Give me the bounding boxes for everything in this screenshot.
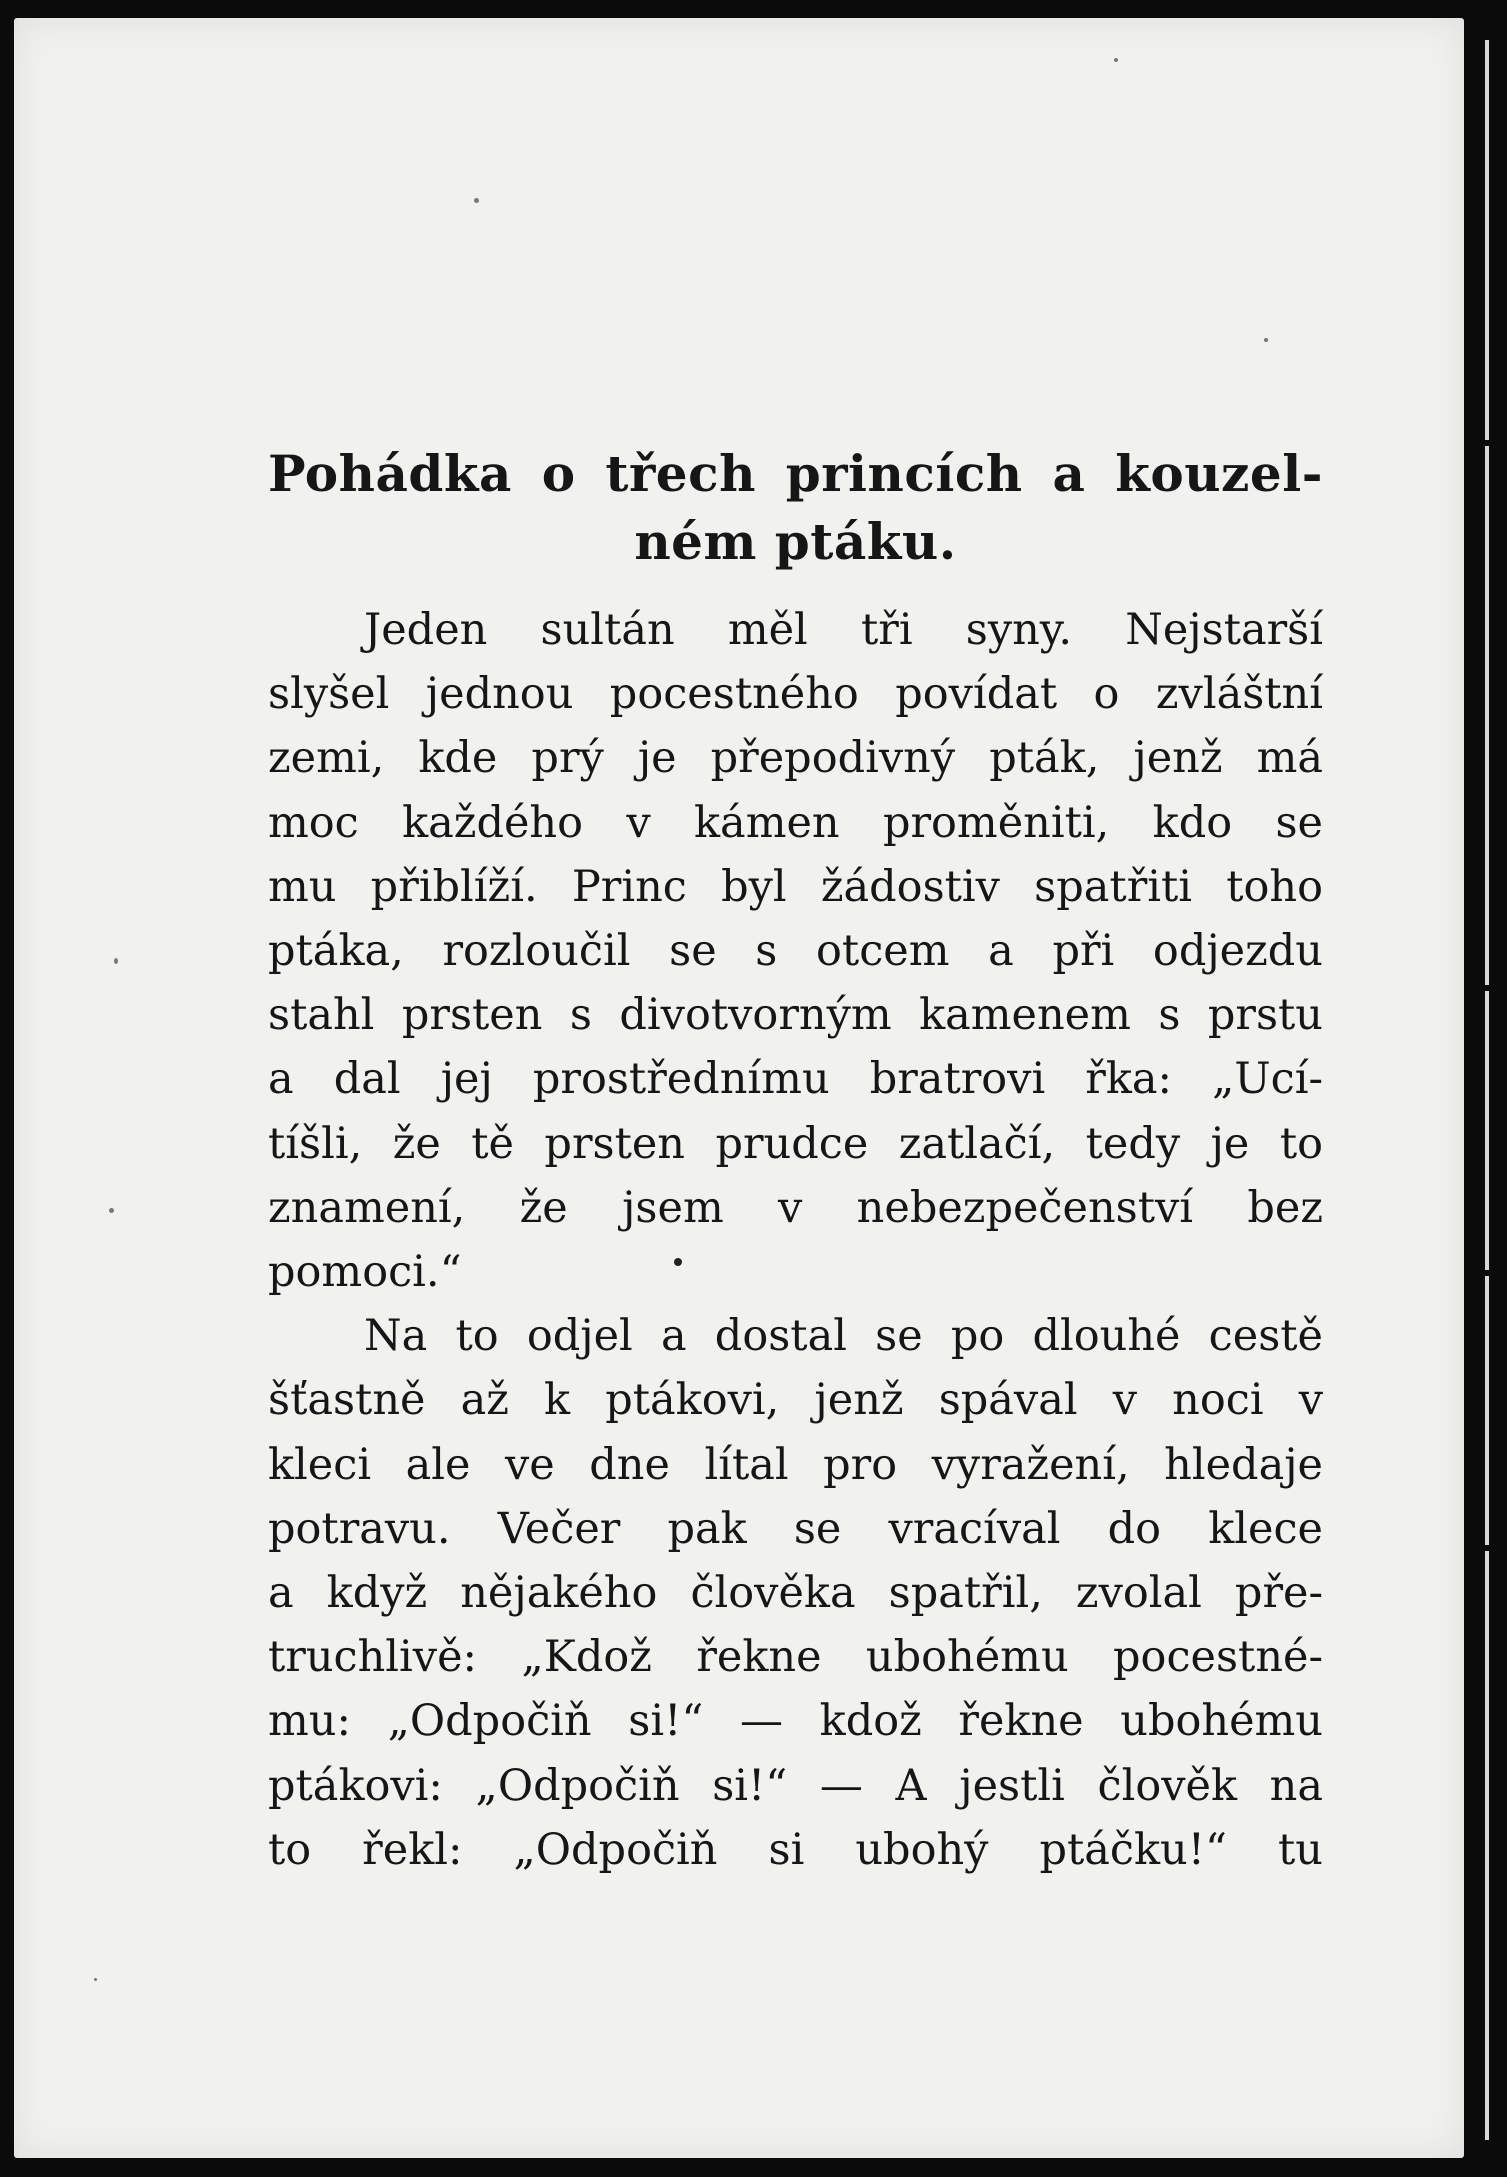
text-line: šťastně až k ptákovi, jenž spával v noci v (268, 1375, 1323, 1426)
binding-mark (1475, 1545, 1501, 1551)
text-line: Jeden sultán měl tři syny. Nejstarší (364, 605, 1323, 655)
paper-speck (109, 1208, 114, 1213)
text-line: a když nějakého člověka spatřil, zvolal pře- (268, 1568, 1323, 1619)
book-binding-edge (1467, 0, 1507, 2177)
text-line: potravu. Večer pak se vracíval do klece (268, 1503, 1323, 1554)
text-line: to řekl: „Odpočiň si ubohý ptáčku!“ tu (268, 1824, 1323, 1875)
title-line-1: Pohádka o třech princích a kouzel- (268, 444, 1323, 503)
paper-speck (1114, 58, 1118, 62)
binding-mark (1475, 985, 1501, 991)
paragraph-1 (268, 598, 1323, 1304)
text-line: moc každého v kámen proměniti, kdo se (268, 797, 1323, 848)
text-line: kleci ale ve dne lítal pro vyražení, hledaje (268, 1439, 1323, 1490)
title-line-2: ném ptáku. (634, 512, 957, 571)
binding-mark (1475, 1270, 1501, 1276)
paper-speck (1264, 338, 1268, 342)
text-line: ptákovi: „Odpočiň si!“ — A jestli člověk na (268, 1760, 1323, 1811)
text-line: Na to odjel a dostal se po dlouhé cestě (364, 1311, 1323, 1362)
story-title (268, 440, 1323, 576)
text-line: mu přiblíží. Princ byl žádostiv spatřiti toho (268, 861, 1323, 912)
text-line: pomoci.“ (268, 1247, 462, 1298)
text-line: ptáka, rozloučil se s otcem a při odjezdu (268, 926, 1323, 977)
text-line: znamení, že jsem v nebezpečenství bez (268, 1182, 1323, 1233)
text-line: mu: „Odpočiň si!“ — kdož řekne ubohému (268, 1696, 1323, 1747)
paragraph-2 (268, 1304, 1323, 1882)
page-text (268, 440, 1323, 1882)
binding-line (1485, 40, 1489, 2140)
binding-mark (1475, 440, 1501, 446)
paper-speck (94, 1978, 97, 1981)
text-line: tíšli, že tě prsten prudce zatlačí, tedy je to (268, 1118, 1323, 1169)
text-line: zemi, kde prý je přepodivný pták, jenž má (268, 733, 1323, 784)
text-line: truchlivě: „Kdož řekne ubohému pocestné- (268, 1632, 1323, 1683)
text-line: slyšel jednou pocestného povídat o zvláštní (268, 669, 1323, 720)
text-line: stahl prsten s divotvorným kamenem s prstu (268, 990, 1323, 1041)
paper-speck (474, 198, 479, 203)
paper-speck (114, 958, 118, 964)
text-line: a dal jej prostřednímu bratrovi řka: „Ucí- (268, 1054, 1323, 1105)
